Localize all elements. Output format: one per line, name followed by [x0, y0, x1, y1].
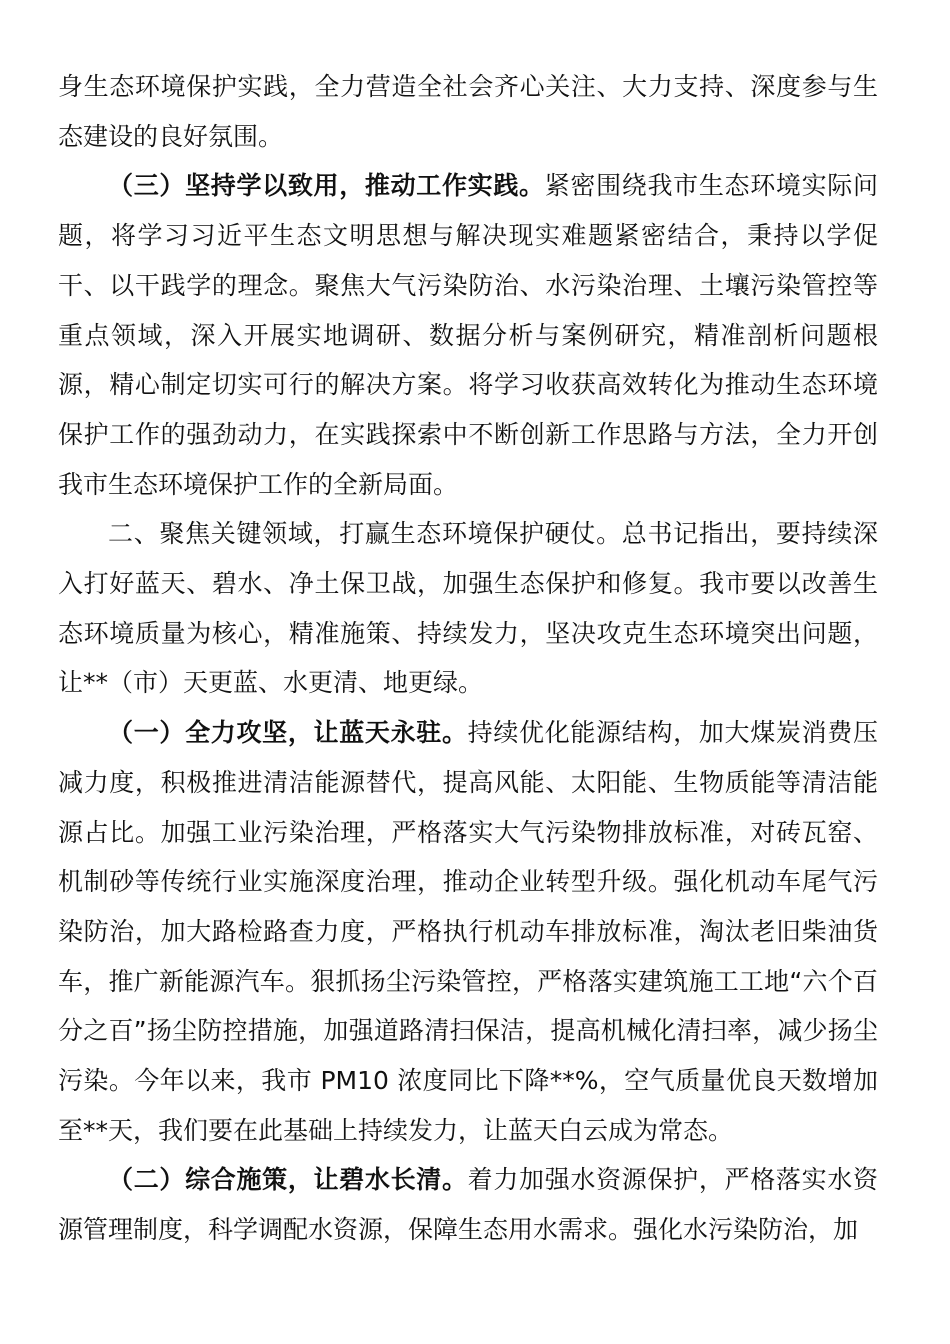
- paragraph-text: 持续优化能源结构，加大煤炭消费压减力度，积极推进清洁能源替代，提高风能、太阳能、生物质能等清洁能源占比。加强工业污染治理，严格落实大气污染物排放标准，对砖瓦窑、机制砂等传统行业实施深度治理，推动企业转型升级。强化机动车尾气污染防治，加大路检路查力度，严格执行机动车排放标准，淘汰老旧柴油货车，推广新能源汽车。狠抓扬尘污染管控，严格落实建筑施工工地“六个百分之百”扬尘防控措施，加强道路清扫保洁，提高机械化清扫率，减少扬尘污染。今年以来，我市 PM10 浓度同比下降**%，空气质量优良天数增加至**天，我们要在此基础上持续发力，让蓝天白云成为常态。: [58, 718, 878, 1145]
- paragraph-text: 着力加强水资源保护，严格落实水资源管理制度，科学调配水资源，保障生态用水需求。强化水污染防治，加: [58, 1165, 878, 1245]
- paragraph-continuation: [58, 62, 878, 161]
- paragraph-subsection-1: [58, 708, 878, 1155]
- paragraph-subsection-2: [58, 1155, 878, 1254]
- section-heading: （三）坚持学以致用，推动工作实践。: [108, 171, 545, 201]
- paragraph-text: 二、聚焦关键领域，打赢生态环境保护硬仗。总书记指出，要持续深入打好蓝天、碧水、净土保卫战，加强生态保护和修复。我市要以改善生态环境质量为核心，精准施策、持续发力，坚决攻克生态环境突出问题，让**（市）天更蓝、水更清、地更绿。: [58, 519, 878, 698]
- section-heading: （一）全力攻坚，让蓝天永驻。: [108, 718, 468, 748]
- paragraph-section-3: [58, 161, 878, 509]
- paragraph-text: 紧密围绕我市生态环境实际问题，将学习习近平生态文明思想与解决现实难题紧密结合，秉持以学促干、以干践学的理念。聚焦大气污染防治、水污染治理、土壤污染管控等重点领域，深入开展实地调研、数据分析与案例研究，精准剖析问题根源，精心制定切实可行的解决方案。将学习收获高效转化为推动生态环境保护工作的强劲动力，在实践探索中不断创新工作思路与方法，全力开创我市生态环境保护工作的全新局面。: [58, 171, 878, 499]
- section-heading: （二）综合施策，让碧水长清。: [108, 1165, 468, 1195]
- paragraph-text: 身生态环境保护实践，全力营造全社会齐心关注、大力支持、深度参与生态建设的良好氛围。: [58, 72, 878, 151]
- paragraph-part-2: [58, 509, 878, 708]
- document-body: [58, 62, 878, 1255]
